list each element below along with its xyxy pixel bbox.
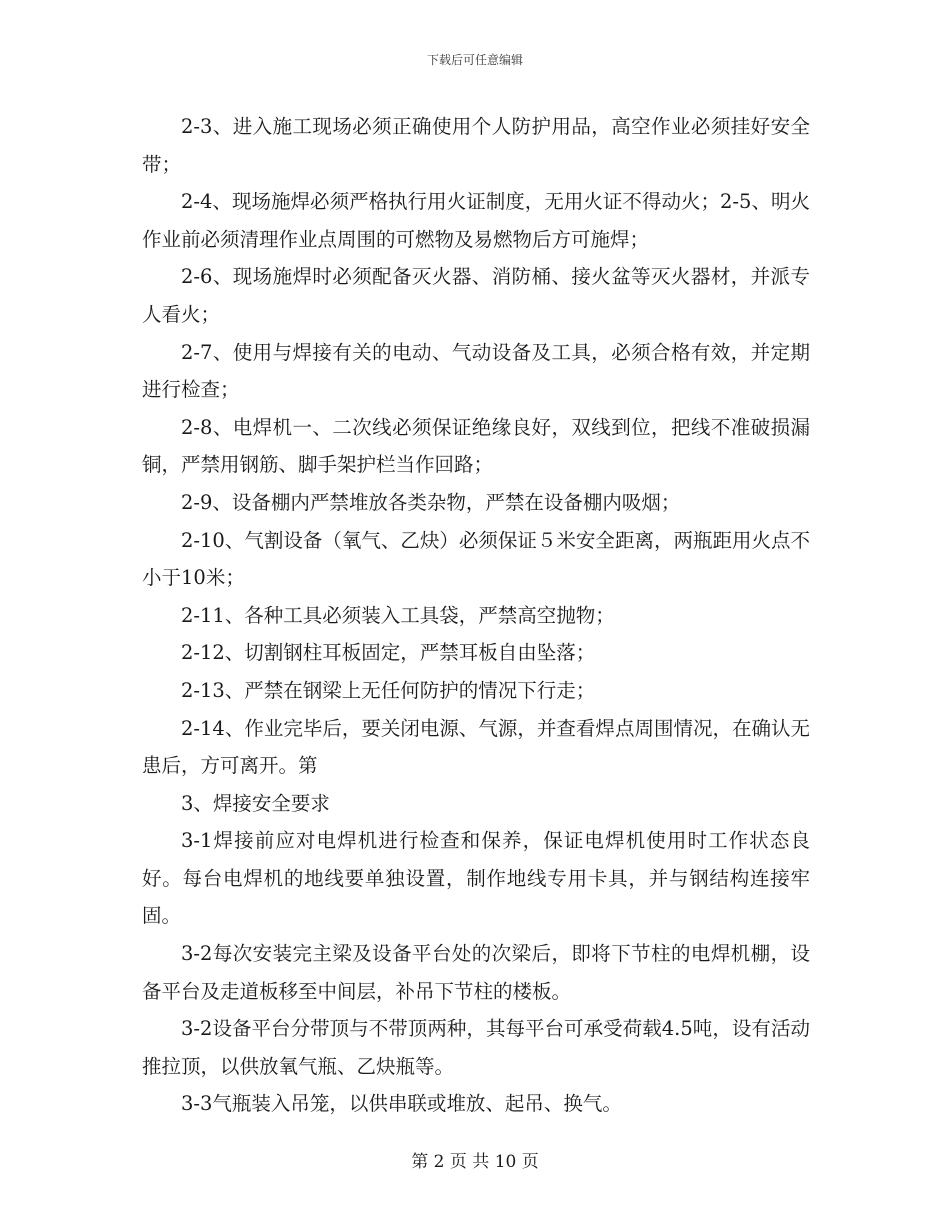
paragraph-2-7: 2-7、使用与焊接有关的电动、气动设备及工具，必须合格有效，并定期进行检查； [142,340,810,402]
page-header: 下载后可任意编辑 [426,53,523,67]
paragraph-2-14: 2-14、作业完毕后，要关闭电源、气源，并查看焊点周围情况，在确认无患后，方可离开。第 [142,716,810,778]
paragraph-2-3: 2-3、进入施工现场必须正确使用个人防护用品，高空作业必须挂好安全带； [142,115,810,176]
paragraph-2-13: 2-13、严禁在钢梁上无任何防护的情况下行走； [181,678,596,702]
paragraph-2-11: 2-11、各种工具必须装入工具袋，严禁高空抛物； [181,603,615,627]
paragraph-3-3: 3-3气瓶装入吊笼，以供串联或堆放、起吊、换气。 [181,1092,622,1116]
paragraph-3-1: 3-1焊接前应对电焊机进行检查和保养，保证电焊机使用时工作状态良好。每台电焊机的地线要单独设置，制作地线专用卡具，并与钢结构连接牢固。 [142,829,810,928]
paragraph-3-2-b: 3-2设备平台分带顶与不带顶两种，其每平台可承受荷载4.5吨，设有活动推拉顶，以供放氧气瓶、乙炔瓶等。 [142,1017,810,1078]
paragraph-2-12: 2-12、切割钢柱耳板固定，严禁耳板自由坠落； [181,641,596,665]
paragraph-2-4: 2-4、现场施焊必须严格执行用火证制度，无用火证不得动火；2-5、明火作业前必须清理作业点周围的可燃物及易燃物后方可施焊； [142,190,810,251]
paragraph-3-2-a: 3-2每次安装完主梁及设备平台处的次梁后，即将下节柱的电焊机棚，设备平台及走道板移至中间层，补吊下节柱的楼板。 [142,942,810,1003]
page-number-footer: 第 2 页 共 10 页 [411,1152,539,1172]
paragraph-2-8: 2-8、电焊机一、二次线必须保证绝缘良好，双线到位，把线不准破损漏铜，严禁用钢筋、脚手架护栏当作回路； [142,415,810,477]
paragraph-2-6: 2-6、现场施焊时必须配备灭火器、消防桶、接火盆等灭火器材，并派专人看火； [142,265,810,326]
paragraph-2-10: 2-10、气割设备（氧气、乙炔）必须保证５米安全距离，两瓶距用火点不小于10米； [142,528,810,590]
document-body [142,108,810,1123]
paragraph-2-9: 2-9、设备棚内严禁堆放各类杂物，严禁在设备棚内吸烟； [181,490,681,514]
section-heading-3: 3、焊接安全要求 [181,791,330,815]
